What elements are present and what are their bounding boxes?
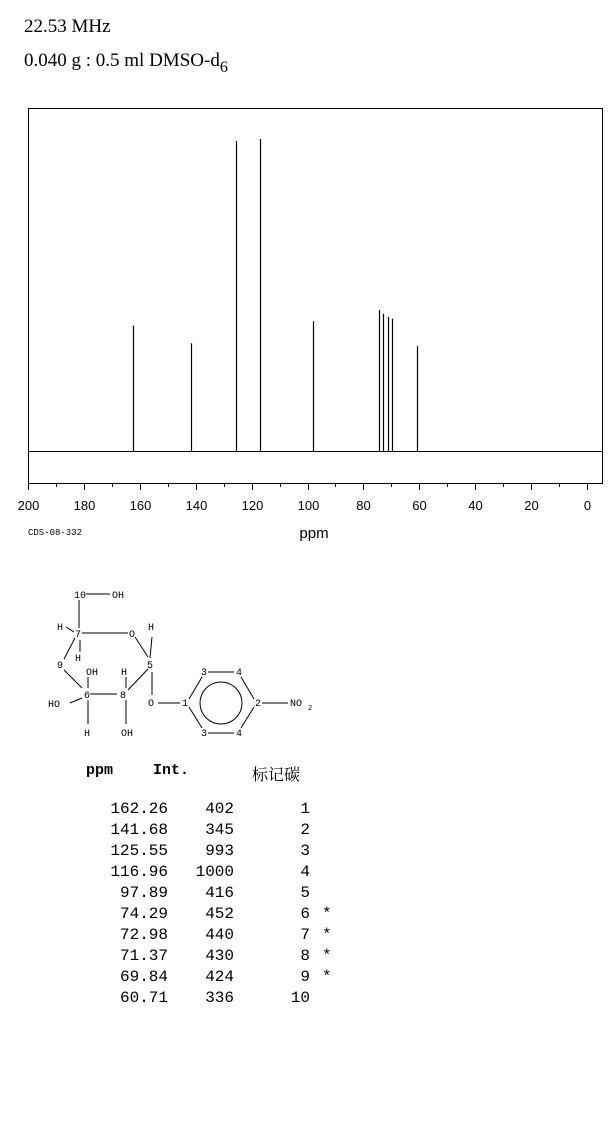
atom-label: 4 bbox=[236, 729, 243, 740]
nmr-spectrum-chart bbox=[0, 0, 609, 560]
x-tick-label: 140 bbox=[185, 498, 208, 513]
atom-label: 6 bbox=[84, 691, 91, 702]
x-tick-label: 120 bbox=[241, 498, 264, 513]
ppm-header: ppm bbox=[86, 762, 114, 779]
ppm-cell: 60.71 bbox=[119, 989, 168, 1007]
atom-label: O bbox=[129, 630, 136, 641]
marker-cell: * bbox=[322, 926, 332, 944]
atom-label: 10 bbox=[74, 591, 87, 602]
intensity-cell: 345 bbox=[205, 821, 234, 839]
x-tick-label: 60 bbox=[412, 498, 427, 513]
intensity-cell: 452 bbox=[205, 905, 234, 923]
ppm-cell: 72.98 bbox=[119, 926, 168, 944]
x-axis-ticks bbox=[18, 484, 591, 513]
marker-cell: * bbox=[322, 947, 332, 965]
atom-label: 2 bbox=[308, 705, 313, 713]
ppm-cell: 116.96 bbox=[110, 863, 168, 881]
carbon-label-cell: 10 bbox=[290, 989, 310, 1007]
intensity-cell: 440 bbox=[205, 926, 234, 944]
carbon-label-cell: 3 bbox=[300, 842, 310, 860]
ppm-cell: 141.68 bbox=[110, 821, 168, 839]
x-tick-label: 0 bbox=[583, 498, 592, 513]
atom-label: H bbox=[121, 668, 128, 679]
atom-label: NO bbox=[290, 699, 303, 710]
atom-label: 3 bbox=[201, 729, 208, 740]
structure-bonds bbox=[64, 594, 288, 733]
atom-label: 7 bbox=[75, 630, 82, 641]
carbon-label-cell: 7 bbox=[300, 926, 310, 944]
carbon-label-cell: 1 bbox=[300, 800, 310, 818]
sample-subscript: 6 bbox=[219, 59, 228, 76]
atom-label: 5 bbox=[147, 661, 154, 672]
intensity-cell: 1000 bbox=[195, 863, 234, 881]
label-header: 标记碳 bbox=[252, 767, 301, 784]
ppm-cell: 74.29 bbox=[119, 905, 168, 923]
carbon-label-cell: 4 bbox=[300, 863, 310, 881]
marker-cell: * bbox=[322, 905, 332, 923]
intensity-cell: 416 bbox=[205, 884, 234, 902]
atom-label: H bbox=[84, 729, 91, 740]
carbon-label-cell: 9 bbox=[300, 968, 310, 986]
atom-label: HO bbox=[48, 700, 61, 711]
atom-label: OH bbox=[112, 591, 125, 602]
x-axis-label: ppm bbox=[299, 525, 329, 542]
atom-label: 4 bbox=[236, 668, 243, 679]
atom-label: H bbox=[148, 623, 155, 634]
x-tick-label: 160 bbox=[129, 498, 152, 513]
atom-label: OH bbox=[121, 729, 134, 740]
chemical-structure bbox=[40, 582, 340, 752]
spectrometer-frequency: 22.53 MHz bbox=[24, 16, 111, 37]
spectrum-id: CDS-08-332 bbox=[28, 528, 83, 538]
atom-label: 9 bbox=[57, 661, 64, 672]
atom-label: O bbox=[148, 699, 155, 710]
ppm-cell: 125.55 bbox=[110, 842, 168, 860]
atom-label: H bbox=[57, 623, 64, 634]
intensity-cell: 402 bbox=[205, 800, 234, 818]
atom-label: 2 bbox=[255, 699, 262, 710]
atom-label: 8 bbox=[120, 691, 127, 702]
x-tick-label: 20 bbox=[524, 498, 539, 513]
carbon-label-cell: 6 bbox=[300, 905, 310, 923]
intensity-cell: 430 bbox=[205, 947, 234, 965]
ppm-cell: 69.84 bbox=[119, 968, 168, 986]
carbon-label-cell: 8 bbox=[300, 947, 310, 965]
intensity-header: Int. bbox=[153, 762, 190, 779]
ppm-cell: 97.89 bbox=[119, 884, 168, 902]
atom-label: H bbox=[75, 654, 82, 665]
plot-frame bbox=[29, 109, 603, 484]
marker-cell: * bbox=[322, 968, 332, 986]
intensity-cell: 993 bbox=[205, 842, 234, 860]
atom-label: 3 bbox=[201, 668, 208, 679]
atom-label: OH bbox=[86, 668, 99, 679]
atom-label: 1 bbox=[182, 699, 189, 710]
carbon-label-cell: 5 bbox=[300, 884, 310, 902]
x-tick-label: 40 bbox=[468, 498, 483, 513]
intensity-cell: 424 bbox=[205, 968, 234, 986]
x-tick-label: 100 bbox=[297, 498, 320, 513]
sample-text: 0.040 g : 0.5 ml DMSO-d bbox=[24, 50, 220, 71]
carbon-label-cell: 2 bbox=[300, 821, 310, 839]
intensity-cell: 336 bbox=[205, 989, 234, 1007]
x-tick-label: 200 bbox=[17, 498, 40, 513]
ppm-cell: 71.37 bbox=[119, 947, 168, 965]
x-tick-label: 80 bbox=[356, 498, 371, 513]
ppm-cell: 162.26 bbox=[110, 800, 168, 818]
peaks-group bbox=[134, 139, 418, 451]
x-tick-label: 180 bbox=[73, 498, 96, 513]
